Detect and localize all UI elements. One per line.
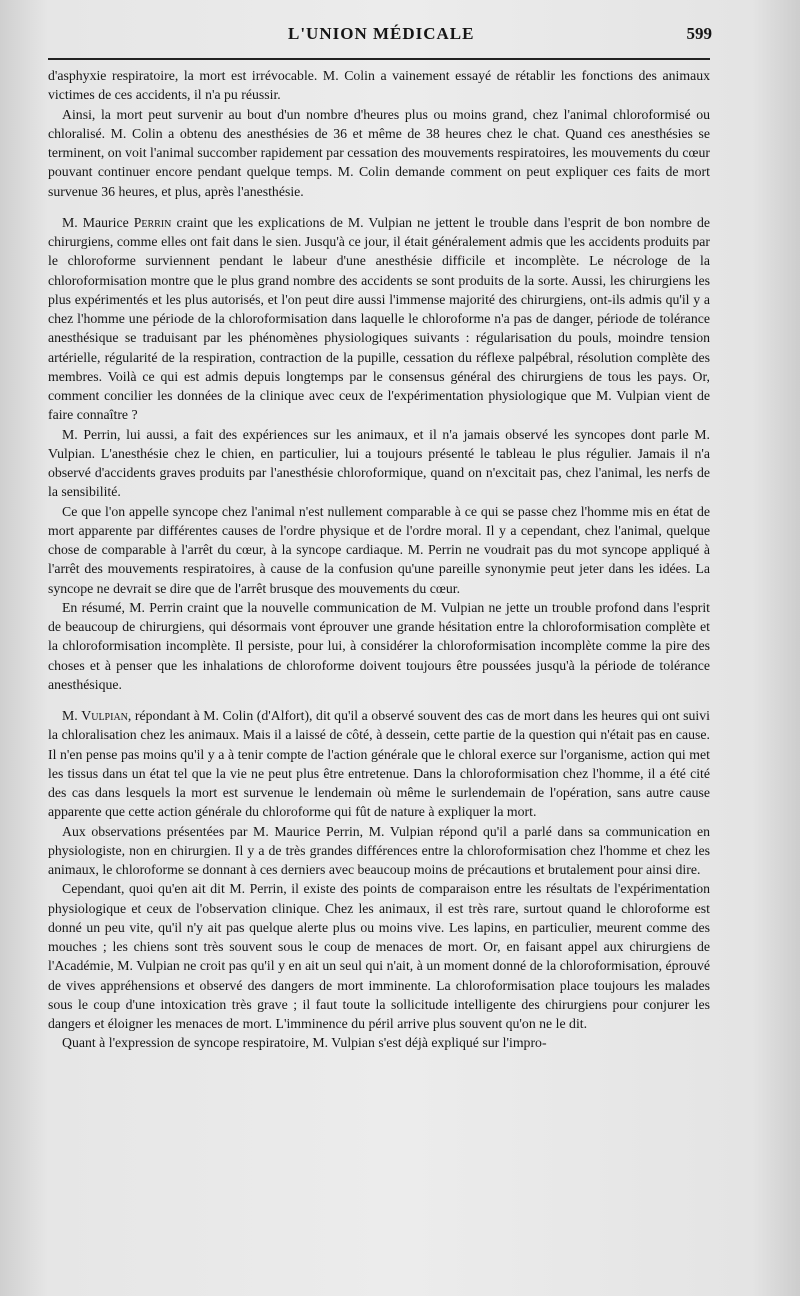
paragraph-10: Quant à l'expression de syncope respiratoire, M. Vulpian s'est déjà expliqué sur l'impro- [62, 1035, 547, 1051]
paragraph-3-text: craint que les explications de M. Vulpian ne jettent le trouble dans l'esprit de bon nombre de chirurgiens, comme elles ont fait dans le sien. Jusqu'à ce jour, il était généralement admis que les accidents produits par le chloroforme surviennent pendant le labeur d'une anesthésie difficile et incomplète. Le nécrologe de la chloroformisation montre que le plus grand nombre des accidents se sont produits de la sorte. Aussi, les chirurgiens les plus expérimentés et les plus autorisés, et l'on peut dire aussi l'immense majorité des chirurgiens, ont-ils admis qu'il y a chez l'homme une période de la chloroformisation dans laquelle le chloroforme n'a pas de danger, période de tolérance anesthésique se traduisant par les phénomènes physiologiques suivants : régularisation du pouls, moindre tension artérielle, régularité de la respiration, contraction de la pupille, cessation du réflexe palpébral, résolution complète des membres. Voilà ce qui est admis depuis longtemps par le consensus général des chirurgiens de tous les pays. Or, comment concilier les données de la clinique avec ceux de l'expérimentation physiologique que M. Vulpian vient de faire connaître ? [48, 214, 710, 423]
header-rule [48, 58, 710, 60]
paragraph-2: Ainsi, la mort peut survenir au bout d'un nombre d'heures plus ou moins grand, chez l'animal chloroformisé ou chloralisé. M. Colin a obtenu des anesthésies de 36 et même de 38 heures chez le chat. Quand ces anesthésies se terminent, on voit l'animal succomber rapidement par cessation des mouvements respiratoires, les mouvements du cœur pouvant continuer encore pendant quelque temps. M. Colin demande comment on peut expliquer ces faits de mort survenue 36 heures, et plus, après l'anesthésie. [48, 106, 710, 199]
running-title: L'UNION MÉDICALE [288, 24, 475, 43]
paragraph-9: Cependant, quoi qu'en ait dit M. Perrin, il existe des points de comparaison entre les résultats de l'expérimentation physiologique et ceux de l'observation clinique. Chez les animaux, il est très rare, surtout quand le chloroforme est donné un peu vite, qu'il n'y ait pas quelque alerte plus ou moins vive. Les lapins, en particulier, meurent comme des mouches ; les chiens sont très souvent sous le coup de menaces de mort. Or, en faisant appel aux chirurgiens de l'Académie, M. Vulpian ne croit pas qu'il y en ait un seul qui n'ait, à un moment donné de la chloroformisation, éprouvé de vives appréhensions et observé des dangers de mort imminente. La chloroformisation place toujours les malades sous le coup d'une intoxication très grave ; il faut toute la sollicitude intelligente des chirurgiens pour conjurer les dangers et éloigner les menaces de mort. L'imminence du péril arrive plus souvent qu'on ne le dit. [48, 881, 710, 1031]
page-number: 599 [686, 24, 712, 43]
paragraph-3 [48, 213, 710, 425]
paragraph-1: d'asphyxie respiratoire, la mort est irrévocable. M. Colin a vainement essayé de rétablir les fonctions des animaux victimes de ces accidents, il n'a pu réussir. [48, 68, 710, 103]
page-body [48, 66, 710, 1053]
paragraph-6: En résumé, M. Perrin craint que la nouvelle communication de M. Vulpian ne jette un trouble profond dans l'esprit de beaucoup de chirurgiens, qui désormais vont éprouver une grande hésitation entre la chloroformisation complète et la chloroformisation incomplète. Il persiste, pour lui, à considérer la chloroformisation incomplète comme la pire des choses et à penser que les inhalations de chloroforme doivent toujours être poussées jusqu'à la période de tolérance anesthésique. [48, 599, 710, 692]
paragraph-5: Ce que l'on appelle syncope chez l'animal n'est nullement comparable à ce qui se passe chez l'homme mis en état de mort apparente par différentes causes de l'ordre physique et de l'ordre moral. Il y a cependant, chez l'animal, quelque chose de comparable à l'arrêt du cœur, à la syncope cardiaque. M. Perrin ne voudrait pas du mot syncope appliqué à l'arrêt des mouvements respiratoires, à cause de la confusion qu'une pareille synonymie peut jeter dans les idées. La syncope ne devrait se dire que de l'arrêt brusque des mouvements du cœur. [48, 503, 710, 596]
page-header [48, 20, 710, 54]
paragraph-3-lead: M. Maurice [62, 214, 134, 230]
speaker-name-perrin: Perrin [133, 214, 172, 230]
paragraph-7-lead: M. [62, 708, 82, 723]
paragraph-8: Aux observations présentées par M. Maurice Perrin, M. Vulpian répond qu'il a parlé dans sa communication en physiologiste, non en chirurgien. Il y a de très grandes différences entre la chloroformisation chez l'homme et chez les animaux, le chloroforme se donnant à ces derniers avec beaucoup moins de précautions et brutalement pour ainsi dire. [48, 823, 710, 877]
paragraph-7-text: , répondant à M. Colin (d'Alfort), dit qu'il a observé souvent des cas de mort dans les heures qui ont suivi la chloralisation chez les animaux. Mais il a laissé de côté, à dessein, cette partie de la question qui n'était pas en cause. Il n'en pense pas moins qu'il y a à tenir compte de l'action générale que le chloral exerce sur l'organisme, action qui met les tissus dans un état tel que la vie ne peut plus être entretenue. Dans la chloroformisation chez l'homme, il a été cité des cas dans lesquels la mort est survenue le lendemain où même le surlendemain de l'opération, sans autre cause apparente que cette action générale du chloroforme qui fût de nature à expliquer la mort. [48, 708, 710, 820]
paragraph-4: M. Perrin, lui aussi, a fait des expériences sur les animaux, et il n'a jamais observé les syncopes dont parle M. Vulpian. L'anesthésie chez le chien, en particulier, lui a toujours présenté le tableau le plus régulier. Jamais il n'a observé d'accidents graves produits par l'anesthésie chloroformique, quand on n'excitait pas, chez l'animal, les nerfs de la sensibilité. [48, 426, 710, 500]
paragraph-7 [48, 706, 710, 822]
speaker-name-vulpian: Vulpian [81, 708, 128, 723]
